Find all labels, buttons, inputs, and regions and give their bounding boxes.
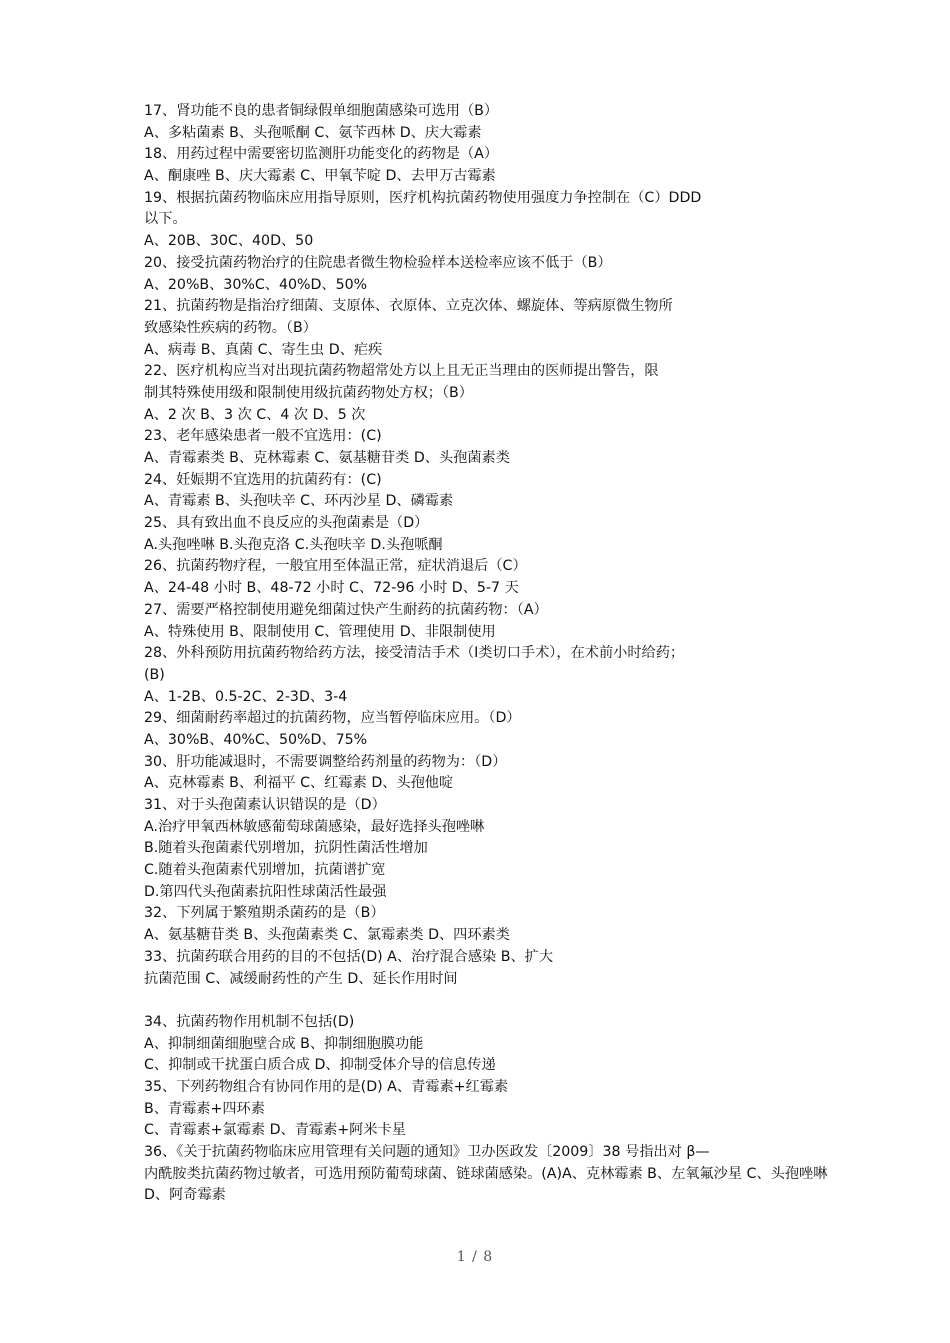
text-line: 33、抗菌药联合用药的目的不包括(D) A、治疗混合感染 B、扩大	[144, 948, 554, 965]
text-line: 20、接受抗菌药物治疗的住院患者微生物检验样本送检率应该不低于（B）	[144, 254, 612, 271]
text-line: 34、抗菌药物作用机制不包括(D)	[144, 1013, 355, 1030]
text-line: B.随着头孢菌素代别增加，抗阴性菌活性增加	[144, 840, 428, 857]
text-line: 21、抗菌药物是指治疗细菌、支原体、衣原体、立克次体、螺旋体、等病原微生物所	[144, 298, 673, 315]
text-line: 19、根据抗菌药物临床应用指导原则，医疗机构抗菌药物使用强度力争控制在（C）DDD	[144, 189, 702, 206]
text-line: 抗菌范围 C、减缓耐药性的产生 D、延长作用时间	[144, 970, 458, 987]
text-line: A、24-48 小时 B、48-72 小时 C、72-96 小时 D、5-7 天	[144, 580, 519, 597]
text-line: (B)	[144, 666, 165, 683]
text-line: C.随着头孢菌素代别增加，抗菌谱扩宽	[144, 862, 386, 879]
text-line: 18、用药过程中需要密切监测肝功能变化的药物是（A）	[144, 146, 499, 163]
text-line: A、病毒 B、真菌 C、寄生虫 D、疟疾	[144, 341, 383, 358]
text-line: 17、肾功能不良的患者铜绿假单细胞菌感染可选用（B）	[144, 103, 499, 119]
text-line: 35、下列药物组合有协同作用的是(D) A、青霉素+红霉素	[144, 1078, 509, 1095]
text-line: A、克林霉素 B、利福平 C、红霉素 D、头孢他啶	[144, 775, 454, 792]
blank-line	[144, 990, 944, 1012]
text-line: A、1-2B、0.5-2C、2-3D、3-4	[144, 688, 348, 705]
page-number: 1 / 8	[456, 1249, 494, 1265]
text-line: C、青霉素+氯霉素 D、青霉素+阿米卡星	[144, 1122, 406, 1139]
text-line: A、青霉素 B、头孢呋辛 C、环丙沙星 D、磷霉素	[144, 493, 454, 510]
text-line: A、2 次 B、3 次 C、4 次 D、5 次	[144, 406, 366, 423]
text-line: A.治疗甲氧西林敏感葡萄球菌感染，最好选择头孢唑啉	[144, 818, 485, 835]
text-line: 27、需要严格控制使用避免细菌过快产生耐药的抗菌药物：（A）	[144, 601, 548, 618]
text-line: 25、具有致出血不良反应的头孢菌素是（D）	[144, 515, 429, 532]
text-line: A、多粘菌素 B、头孢哌酮 C、氨苄西林 D、庆大霉素	[144, 124, 482, 141]
text-line: A、20B、30C、40D、50	[144, 233, 314, 250]
text-line: A、青霉素类 B、克林霉素 C、氨基糖苷类 D、头孢菌素类	[144, 450, 510, 466]
text-line: 以下。	[144, 211, 187, 228]
text-line: D、阿奇霉素	[144, 1187, 226, 1204]
text-line: 31、对于头孢菌素认识错误的是（D）	[144, 797, 386, 813]
text-line: 23、老年感染患者一般不宜选用：(C)	[144, 428, 382, 445]
text-line: A、氨基糖苷类 B、头孢菌素类 C、氯霉素类 D、四环素类	[144, 927, 510, 944]
text-line: A、抑制细菌细胞壁合成 B、抑制细胞膜功能	[144, 1035, 424, 1052]
text-line: A、30%B、40%C、50%D、75%	[144, 731, 368, 748]
text-line: 36、《关于抗菌药物临床应用管理有关问题的通知》卫办医政发〔2009〕38 号指出对 β—	[144, 1144, 710, 1160]
text-line: B、青霉素+四环素	[144, 1100, 265, 1117]
text-line: C、抑制或干扰蛋白质合成 D、抑制受体介导的信息传递	[144, 1057, 496, 1074]
text-line: A、20%B、30%C、40%D、50%	[144, 276, 368, 293]
text-line: 制其特殊使用级和限制使用级抗菌药物处方权；（B）	[144, 384, 473, 401]
text-line: 22、医疗机构应当对出现抗菌药物超常处方以上且无正当理由的医师提出警告，限	[144, 363, 659, 380]
text-line: 29、细菌耐药率超过的抗菌药物，应当暂停临床应用。（D）	[144, 710, 521, 727]
text-line: A、酮康唑 B、庆大霉素 C、甲氧苄啶 D、去甲万古霉素	[144, 168, 496, 185]
question-list	[144, 101, 944, 1207]
text-line: 致感染性疾病的药物。（B）	[144, 319, 317, 336]
text-line: 32、下列属于繁殖期杀菌药的是（B）	[144, 905, 385, 922]
text-line: A、特殊使用 B、限制使用 C、管理使用 D、非限制使用	[144, 623, 496, 640]
text-line: A.头孢唑啉 B.头孢克洛 C.头孢呋辛 D.头孢哌酮	[144, 536, 443, 553]
text-line: 内酰胺类抗菌药物过敏者，可选用预防葡萄球菌、链球菌感染。(A)A、克林霉素 B、左氧氟沙星 C、头孢唑啉	[144, 1165, 828, 1182]
text-line: D.第四代头孢菌素抗阳性球菌活性最强	[144, 883, 387, 900]
text-line: 26、抗菌药物疗程，一般宜用至体温正常，症状消退后（C）	[144, 558, 527, 575]
text-line: 30、肝功能减退时，不需要调整给药剂量的药物为：（D）	[144, 753, 507, 770]
text-line: 24、妊娠期不宜选用的抗菌药有：(C)	[144, 471, 382, 488]
text-line: 28、外科预防用抗菌药物给药方法，接受清洁手术（Ⅰ类切口手术），在术前小时给药；	[144, 645, 685, 662]
